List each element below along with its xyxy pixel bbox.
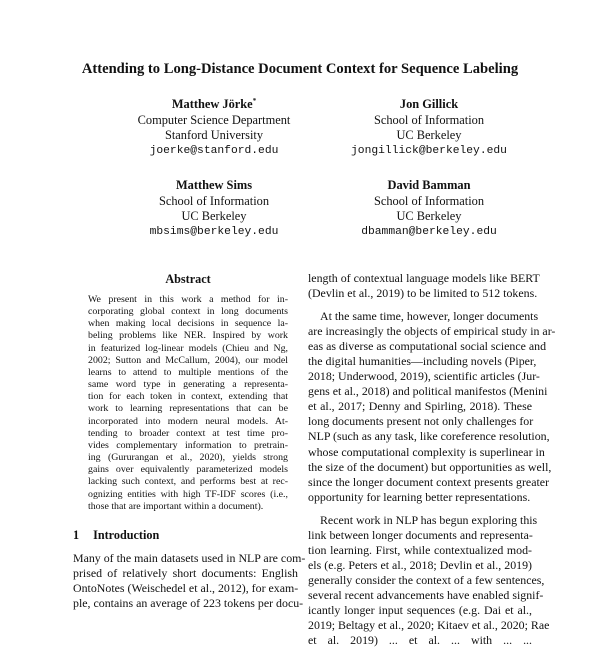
author-block-2: [319, 97, 539, 159]
body-line: eas as diverse as computational social science and: [308, 339, 547, 354]
abstract-line: same word type in generating a representa-: [88, 379, 288, 391]
author-name: Matthew Sims: [175, 178, 253, 192]
abstract-text: [88, 294, 288, 513]
author-affiliation: Stanford University: [164, 128, 264, 142]
author-department: Computer Science Department: [137, 112, 291, 127]
body-line: the digital humanities—including novels (Piper,: [308, 354, 537, 369]
abstract-line: learns to attend to multiple mentions of the: [88, 366, 288, 378]
abstract-line: beling problems like NER. Inspired by work: [88, 330, 288, 342]
author-name: David Bamman: [387, 178, 471, 192]
abstract-line: ing (Gururangan et al., 2020), yields strong: [88, 452, 288, 464]
body-line: (Devlin et al., 2019) to be limited to 512 tokens.: [308, 286, 538, 301]
abstract-line: tion for each token in context, extending that: [88, 391, 288, 403]
abstract-line: vides complementary information to pretrain-: [88, 439, 288, 451]
author-department: School of Information: [373, 112, 485, 127]
section-number: 1: [73, 528, 80, 542]
abstract-line: 2002; Sutton and McCallum, 2004), our model: [88, 354, 288, 366]
body-line: gens et al., 2018) and political manifestos (Menini: [308, 384, 548, 399]
introduction-text: [73, 551, 306, 611]
abstract-line: gains over equivalently parameterized models: [88, 464, 288, 476]
section-heading-introduction: [73, 528, 159, 543]
body-line: tion learning. First, while contextualized mod-: [308, 542, 532, 557]
body-line: several recent advancements have enabled signif-: [308, 587, 544, 602]
body-line: At the same time, however, longer documents: [320, 309, 539, 324]
author-affiliation: UC Berkeley: [396, 128, 462, 142]
body-line: Recent work in NLP has begun exploring this: [320, 512, 538, 527]
body-line: the size of the document) but opportunities as well,: [308, 459, 552, 474]
body-line: et al. 2019) ... et al. ... with ... ...: [308, 633, 532, 648]
author-department: School of Information: [373, 193, 485, 208]
right-column-text: [308, 271, 556, 648]
abstract-line: when making local decisions in sequence la-: [88, 318, 288, 330]
abstract-line: work to learning representations that can be: [88, 403, 288, 415]
author-email: mbsims@berkeley.edu: [149, 225, 279, 238]
body-line: generally consider the context of a few sentences,: [308, 572, 545, 587]
abstract-line: those that are important within a document).: [88, 500, 264, 512]
body-line: icantly longer input sequences (e.g. Dai et al.,: [308, 602, 532, 617]
author-block-1: [104, 97, 324, 159]
body-line: long documents present not only challenges for: [308, 414, 534, 429]
author-name: Jon Gillick: [399, 97, 459, 111]
abstract-line: We present in this work a method for in-: [88, 294, 288, 305]
body-line: whose computational complexity is superlinear in: [308, 444, 545, 459]
abstract-line: corporating global context in long documents: [88, 306, 288, 318]
body-line: els (e.g. Peters et al., 2018; Devlin et al., 2019): [308, 557, 532, 572]
abstract-line: incorporated into modern neural models. At-: [88, 415, 288, 427]
body-line: OntoNotes (Weischedel et al., 2012), for exam-: [73, 581, 299, 595]
body-line: Many of the main datasets used in NLP are com-: [73, 551, 306, 565]
author-block-4: [319, 178, 539, 240]
author-email: jongillick@berkeley.edu: [351, 144, 507, 157]
body-line: 2019; Beltagy et al., 2020; Kitaev et al., 2020; Rae: [308, 618, 550, 633]
paper-title: Attending to Long-Distance Document Context for Sequence Labeling: [81, 61, 519, 77]
body-line: NLP (such as any task, like coreference resolution,: [308, 429, 550, 444]
author-department: School of Information: [158, 193, 270, 208]
paragraph-gap: [308, 301, 532, 309]
body-line: are increasingly the objects of empirical study in ar-: [308, 324, 556, 339]
abstract-line: ognizing entities with high TF-IDF scores (i.e.,: [88, 488, 288, 500]
body-line: prised of relatively short documents: English: [73, 566, 298, 580]
footnote-mark: *: [252, 96, 257, 105]
author-email: dbamman@berkeley.edu: [361, 225, 497, 238]
abstract-heading: Abstract: [165, 272, 211, 286]
body-line: ple, contains an average of 223 tokens per docu-: [73, 596, 304, 610]
section-title: Introduction: [93, 528, 160, 542]
author-block-3: [104, 178, 324, 240]
paragraph-gap: [308, 505, 532, 513]
body-line: since the longer document context presents greater: [308, 474, 550, 489]
abstract-line: in featurized log-linear models (Chieu and Ng,: [88, 342, 288, 354]
abstract-line: lacking such context, and performs best at rec-: [88, 476, 288, 488]
body-line: link between longer documents and representa-: [308, 527, 533, 542]
author-affiliation: UC Berkeley: [396, 209, 462, 223]
abstract-line: tending to broader context at test time pro-: [88, 427, 288, 439]
body-line: opportunity for learning better representations.: [308, 489, 531, 504]
body-line: 2018; Underwood, 2019), scientific articles (Jur-: [308, 369, 540, 384]
body-line: et al., 2017; Denny and Spirling, 2018). These: [308, 399, 532, 414]
body-line: length of contextual language models like BERT: [308, 271, 540, 285]
author-affiliation: UC Berkeley: [181, 209, 247, 223]
author-name: Matthew Jörke*: [171, 96, 257, 111]
author-email: joerke@stanford.edu: [149, 144, 279, 157]
